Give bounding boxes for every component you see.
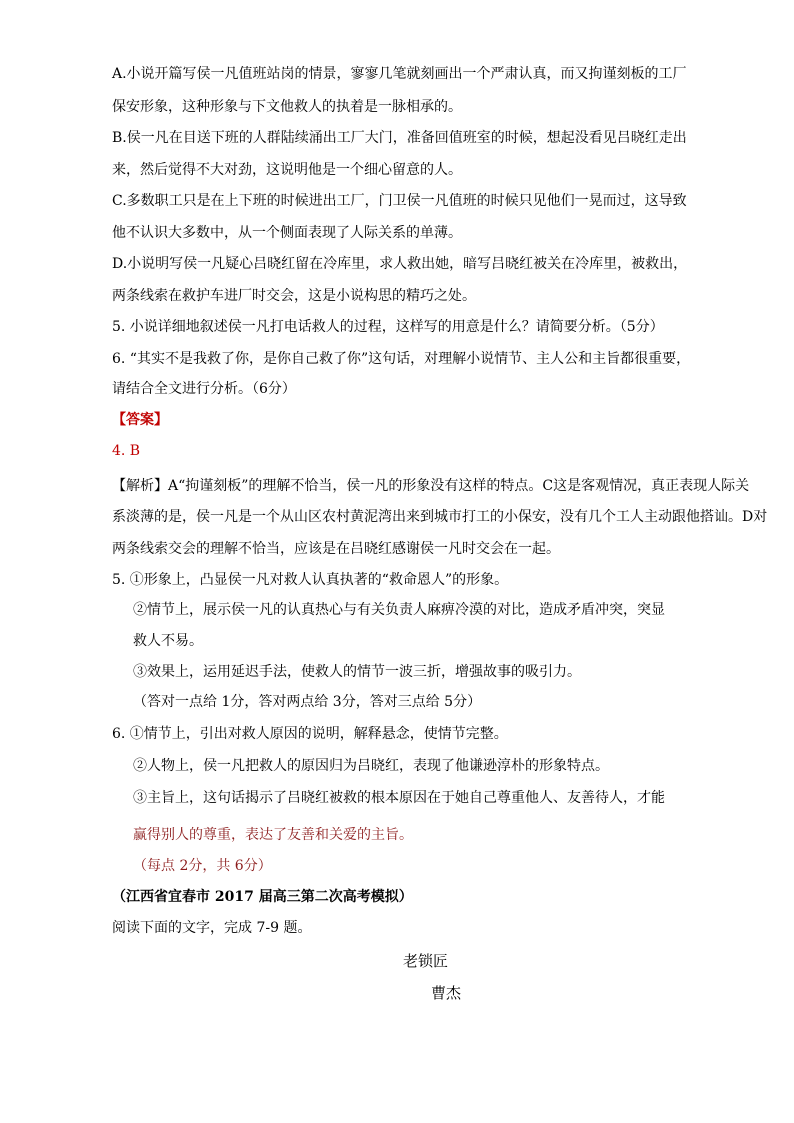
- answer-q4: 4. B: [112, 443, 141, 459]
- answer-5-point2-line2: 救人不易。: [133, 633, 203, 649]
- option-a-line1: A.小说开篇写侯一凡值班站岗的情景，寥寥几笔就刻画出一个严肃认真，而又拘谨刻板的工厂: [112, 66, 687, 82]
- option-b-line1: B.侯一凡在目送下班的人群陆续涌出工厂大门，准备回值班室的时候，想起没看见吕晓红走出: [112, 130, 687, 146]
- answer-6-point2: ②人物上，侯一凡把救人的原因归为吕晓红，表现了他谦逊淳朴的形象特点。: [133, 758, 609, 774]
- reading-instruction: 阅读下面的文字，完成 7-9 题。: [112, 920, 312, 936]
- question-6-line2: 请结合全文进行分析。（6分）: [112, 381, 296, 397]
- source-note: （江西省宜春市 2017 届高三第二次高考模拟）: [112, 889, 413, 905]
- answer-6-point1: 6. ①情节上，引出对救人原因的说明，解释悬念，使情节完整。: [112, 726, 508, 742]
- option-c-line1: C.多数职工只是在上下班的时候进出工厂，门卫侯一凡值班的时候只见他们一晃而过，这导致: [112, 193, 687, 209]
- option-c-line2: 他不认识大多数中，从一个侧面表现了人际关系的单薄。: [112, 225, 462, 241]
- answer-5-point1: 5. ①形象上，凸显侯一凡对救人认真执著的“救命恩人”的形象。: [112, 572, 509, 588]
- answer-5-scoring: （答对一点给 1分，答对两点给 3分，答对三点给 5分）: [133, 694, 482, 710]
- question-6-line1: 6. “其实不是我救了你，是你自己救了你”这句话，对理解小说情节、主人公和主旨都很重要，: [112, 351, 691, 367]
- answer-5-point2-line1: ②情节上，展示侯一凡的认真热心与有关负责人麻痹冷漠的对比，造成矛盾冲突，突显: [133, 602, 665, 618]
- answer-label: 【答案】: [112, 412, 168, 428]
- analysis-line1: 【解析】A“拘谨刻板”的理解不恰当，侯一凡的形象没有这样的特点。C这是客观情况，真正表现人际关: [112, 478, 750, 494]
- option-b-line2: 来，然后觉得不大对劲，这说明他是一个细心留意的人。: [112, 162, 462, 178]
- answer-6-scoring: （每点 2分，共 6分）: [133, 858, 272, 874]
- analysis-line2: 系淡薄的是，侯一凡是一个从山区农村黄泥湾出来到城市打工的小保安，没有几个工人主动跟他搭讪。D对: [112, 509, 768, 525]
- option-a-line2: 保安形象，这种形象与下文他救人的执着是一脉相承的。: [112, 99, 462, 115]
- question-5: 5. 小说详细地叙述侯一凡打电话救人的过程，这样写的用意是什么？请简要分析。（5分）: [112, 319, 664, 335]
- answer-6-point3-line2: 赢得别人的尊重，表达了友善和关爱的主旨。: [133, 827, 413, 843]
- answer-6-point3-line1: ③主旨上，这句话揭示了吕晓红被救的根本原因在于她自己尊重他人、友善待人，才能: [133, 790, 665, 806]
- story-author: 曹杰: [431, 984, 462, 1002]
- option-d-line2: 两条线索在救护车进厂时交会，这是小说构思的精巧之处。: [112, 288, 476, 304]
- answer-5-point3: ③效果上，运用延迟手法，使救人的情节一波三折，增强故事的吸引力。: [133, 664, 581, 680]
- analysis-line3: 两条线索交会的理解不恰当，应该是在吕晓红感谢侯一凡时交会在一起。: [112, 541, 560, 557]
- story-title: 老锁匠: [403, 952, 449, 970]
- option-d-line1: D.小说明写侯一凡疑心吕晓红留在冷库里，求人救出她，暗写吕晓红被关在冷库里，被救出，: [112, 256, 688, 272]
